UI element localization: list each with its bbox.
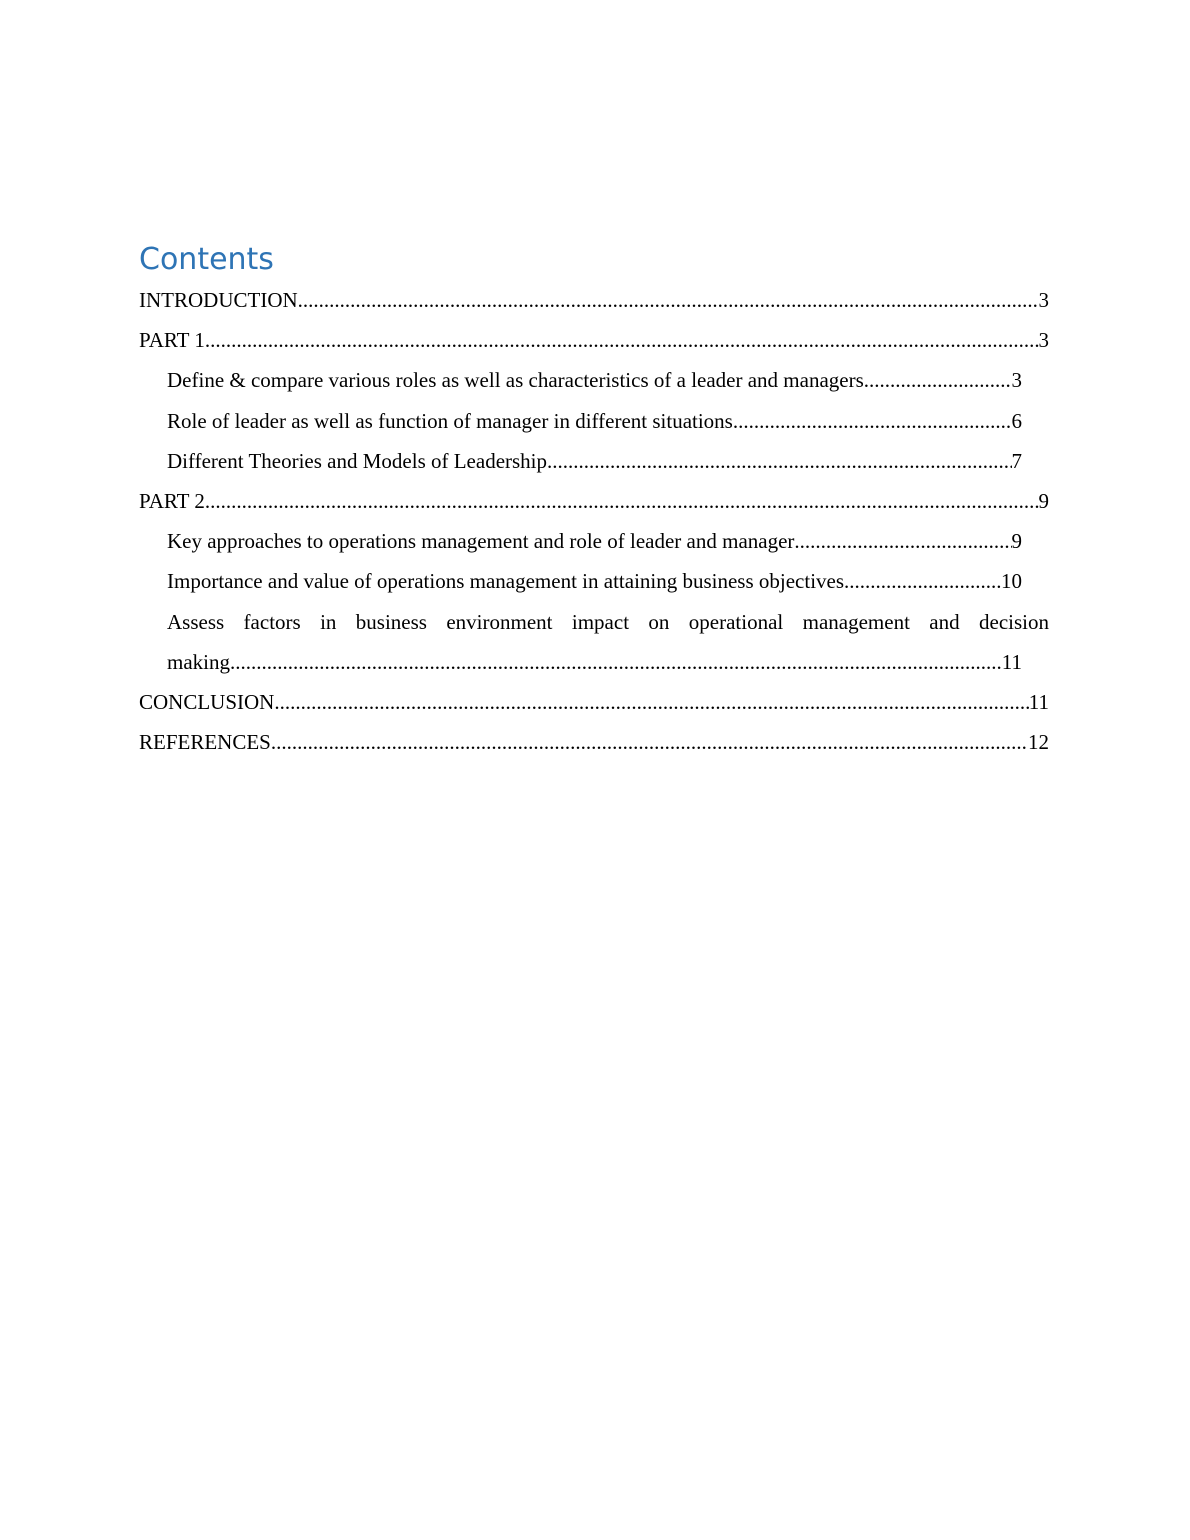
table-of-contents (139, 240, 1049, 762)
toc-entry-title: Role of leader as well as function of manager in different situations (167, 408, 733, 433)
dot-leader (733, 401, 1012, 441)
toc-entry-assess-factors[interactable] (139, 602, 1049, 642)
toc-entry-page: 11 (1028, 689, 1049, 714)
toc-entry-title: Assess factors in business environment impact on operational management and decision (167, 609, 1049, 634)
dot-leader (205, 481, 1039, 521)
dot-leader (205, 320, 1039, 360)
toc-entry-title: Importance and value of operations management in attaining business objectives (167, 569, 845, 594)
toc-entry-page: 3 (1011, 368, 1022, 393)
toc-entry-page: 11 (1001, 649, 1022, 674)
toc-entry-page: 7 (1011, 448, 1022, 473)
toc-entry-define-compare-roles[interactable] (139, 360, 1022, 400)
toc-entry-page: 10 (1001, 569, 1022, 594)
toc-entry-introduction[interactable] (139, 280, 1049, 320)
toc-entry-title: REFERENCES (139, 730, 271, 755)
dot-leader (271, 722, 1028, 762)
toc-entry-title: CONCLUSION (139, 689, 275, 714)
dot-leader (547, 441, 1011, 481)
toc-entry-part-1[interactable] (139, 320, 1049, 360)
toc-entry-title: Key approaches to operations management and role of leader and manager (167, 529, 795, 554)
toc-entry-page: 6 (1011, 408, 1022, 433)
toc-entry-title: Define & compare various roles as well as characteristics of a leader and managers (167, 368, 864, 393)
toc-heading: Contents (139, 242, 274, 277)
dot-leader (298, 280, 1039, 320)
toc-entry-page: 9 (1011, 529, 1022, 554)
dot-leader (844, 561, 1001, 601)
toc-entry-conclusion[interactable] (139, 682, 1049, 722)
toc-entry-title: INTRODUCTION (139, 288, 298, 312)
toc-entry-part-2[interactable] (139, 481, 1049, 521)
toc-entry-role-of-leader[interactable] (139, 401, 1022, 441)
toc-entry-page: 12 (1028, 730, 1049, 755)
toc-entry-page: 9 (1038, 488, 1049, 513)
dot-leader (230, 642, 1002, 682)
toc-entry-title: PART 1 (139, 328, 205, 353)
toc-entry-title: PART 2 (139, 488, 205, 513)
toc-entry-key-approaches[interactable] (139, 521, 1022, 561)
toc-entry-references[interactable] (139, 722, 1049, 762)
toc-entry-theories-models[interactable] (139, 441, 1022, 481)
dot-leader (864, 360, 1012, 400)
toc-entry-title: Different Theories and Models of Leadership (167, 448, 548, 473)
toc-entry-page: 3 (1038, 328, 1049, 353)
toc-entry-assess-factors-continued[interactable] (139, 642, 1022, 682)
toc-entry-title-continued: making (167, 649, 230, 674)
dot-leader (794, 521, 1011, 561)
dot-leader (274, 682, 1028, 722)
toc-entry-importance-value[interactable] (139, 561, 1022, 601)
toc-entry-page: 3 (1038, 288, 1049, 312)
